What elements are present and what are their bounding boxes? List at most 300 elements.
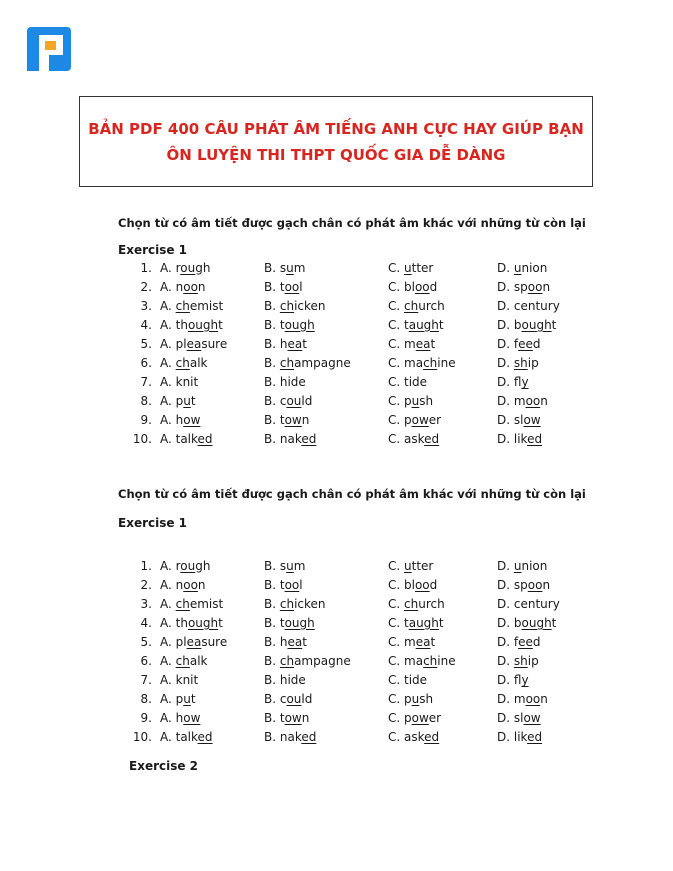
option-text: C. ask	[388, 432, 425, 447]
exercise-2-label: Exercise 2	[129, 758, 199, 773]
option-d	[497, 632, 577, 651]
option-c	[388, 258, 497, 277]
option-c	[388, 334, 497, 353]
option-text: B.	[264, 654, 280, 669]
option-text: C. ask	[388, 730, 425, 745]
instruction-text: Chọn từ có âm tiết được gạch chân có phát âm khác với những từ còn lại	[118, 487, 586, 501]
question-row	[118, 430, 577, 449]
option-a	[160, 613, 264, 632]
option-b	[264, 728, 388, 747]
option-text: C.	[388, 558, 405, 573]
underlined-sound: ea	[186, 336, 202, 351]
underlined-sound: ou	[180, 260, 196, 275]
underlined-sound: ed	[424, 730, 440, 745]
underlined-sound: oo	[527, 577, 543, 592]
option-b	[264, 296, 388, 315]
question-row	[118, 334, 577, 353]
option-text: B. t	[264, 577, 285, 592]
question-row	[118, 632, 577, 651]
option-text: D. fl	[497, 673, 522, 688]
option-text: sure	[201, 336, 228, 351]
underlined-sound: ough	[521, 317, 552, 332]
option-b	[264, 575, 388, 594]
option-b	[264, 594, 388, 613]
option-b	[264, 373, 388, 392]
option-text: B. c	[264, 692, 287, 707]
title-box	[79, 96, 593, 187]
option-a	[160, 690, 264, 709]
underlined-sound: ea	[186, 634, 202, 649]
option-text: A. r	[160, 260, 181, 275]
question-number: 7.	[140, 375, 152, 390]
underlined-sound: ow	[183, 711, 201, 726]
underlined-sound: ow	[411, 413, 429, 428]
question-row	[118, 671, 577, 690]
underlined-sound: oo	[284, 279, 300, 294]
option-text: D.	[497, 558, 514, 573]
underlined-sound: u	[513, 558, 522, 573]
option-text: A. h	[160, 711, 184, 726]
option-c	[388, 613, 497, 632]
option-text: t	[430, 336, 436, 351]
option-text: C. ma	[388, 356, 424, 371]
option-b	[264, 334, 388, 353]
option-text: ine	[437, 356, 456, 371]
option-c	[388, 296, 497, 315]
option-a	[160, 651, 264, 670]
option-text: C. bl	[388, 577, 415, 592]
question-row	[118, 594, 577, 613]
option-text: D. m	[497, 394, 526, 409]
option-d	[497, 594, 577, 613]
underlined-sound: ed	[527, 730, 543, 745]
option-text: C. p	[388, 394, 412, 409]
option-c	[388, 353, 497, 372]
option-text: gh	[195, 260, 211, 275]
option-text: urch	[418, 298, 445, 313]
option-text: A. th	[160, 615, 188, 630]
question-number: 3.	[140, 596, 152, 611]
option-text: B. t	[264, 413, 285, 428]
option-text: l	[299, 279, 303, 294]
option-d	[497, 728, 577, 747]
question-row	[118, 353, 577, 372]
option-a	[160, 728, 264, 747]
question-row	[118, 373, 577, 392]
option-text: m	[293, 558, 306, 573]
question-number: 5.	[140, 336, 152, 351]
option-text: t	[430, 634, 436, 649]
underlined-sound: ee	[518, 336, 533, 351]
option-d	[497, 353, 577, 372]
option-d	[497, 709, 577, 728]
option-text: urch	[418, 596, 445, 611]
option-a	[160, 430, 264, 449]
question-number: 4.	[140, 615, 152, 630]
option-text: t	[551, 317, 557, 332]
underlined-sound: ough	[187, 317, 219, 332]
option-text: t	[438, 615, 444, 630]
option-text: D. f	[497, 336, 519, 351]
option-text: D.	[497, 654, 514, 669]
option-text: D. f	[497, 634, 519, 649]
underlined-sound: ch	[279, 596, 295, 611]
option-text: ld	[301, 692, 313, 707]
question-table	[118, 258, 577, 449]
option-b	[264, 651, 388, 670]
option-c	[388, 277, 497, 296]
option-text: B. t	[264, 615, 285, 630]
question-row	[118, 296, 577, 315]
option-c	[388, 575, 497, 594]
option-a	[160, 411, 264, 430]
instruction-text: Chọn từ có âm tiết được gạch chân có phát âm khác với những từ còn lại	[118, 216, 586, 230]
underlined-sound: augh	[408, 615, 439, 630]
underlined-sound: oo	[183, 279, 198, 294]
option-text: C. p	[388, 413, 412, 428]
question-row	[118, 411, 577, 430]
option-b	[264, 709, 388, 728]
underlined-sound: u	[183, 394, 191, 409]
option-text: C. m	[388, 634, 416, 649]
option-a	[160, 258, 264, 277]
option-c	[388, 671, 497, 690]
question-number: 1.	[140, 260, 152, 275]
option-b	[264, 690, 388, 709]
underlined-sound: sh	[513, 356, 528, 371]
option-text: tter	[411, 260, 434, 275]
question-row	[118, 575, 577, 594]
underlined-sound: u	[404, 260, 412, 275]
option-text: n	[301, 413, 310, 428]
option-text: A. h	[160, 413, 184, 428]
underlined-sound: ed	[197, 432, 213, 447]
title-line-1: BẢN PDF 400 CÂU PHÁT ÂM TIẾNG ANH CỰC HAY GIÚP BẠN	[88, 119, 584, 138]
question-number: 9.	[140, 413, 152, 428]
option-text: D. century	[497, 298, 560, 313]
option-text: A. n	[160, 279, 184, 294]
option-text: C. tide	[388, 673, 428, 688]
exercise-section-2	[118, 487, 588, 773]
option-text: ampagne	[294, 356, 351, 371]
option-d	[497, 575, 577, 594]
option-text: d	[429, 279, 438, 294]
option-text: C.	[388, 260, 405, 275]
option-a	[160, 556, 264, 575]
option-text: B. s	[264, 558, 287, 573]
underlined-sound: u	[404, 558, 412, 573]
option-d	[497, 258, 577, 277]
underlined-sound: y	[521, 673, 529, 688]
option-text: C. t	[388, 317, 409, 332]
underlined-sound: ch	[175, 654, 190, 669]
option-text: n	[542, 577, 551, 592]
option-text: D.	[497, 260, 514, 275]
option-text: A. talk	[160, 730, 198, 745]
underlined-sound: ough	[284, 615, 315, 630]
option-text: t	[438, 317, 444, 332]
underlined-sound: oo	[525, 692, 541, 707]
option-c	[388, 392, 497, 411]
underlined-sound: ough	[187, 615, 219, 630]
option-text: ine	[437, 654, 456, 669]
option-d	[497, 392, 577, 411]
option-d	[497, 373, 577, 392]
underlined-sound: augh	[408, 317, 439, 332]
underlined-sound: u	[513, 260, 522, 275]
option-text: m	[293, 260, 306, 275]
option-text: d	[532, 336, 541, 351]
option-d	[497, 411, 577, 430]
underlined-sound: oo	[284, 577, 300, 592]
option-text: d	[532, 634, 541, 649]
underlined-sound: ch	[423, 654, 438, 669]
option-text: D. sp	[497, 577, 528, 592]
option-text: nion	[521, 558, 548, 573]
option-text: n	[197, 279, 206, 294]
option-text: A.	[160, 356, 176, 371]
question-row	[118, 392, 577, 411]
option-d	[497, 671, 577, 690]
option-text: A.	[160, 596, 176, 611]
option-text: A. talk	[160, 432, 198, 447]
option-text: C. p	[388, 711, 412, 726]
underlined-sound: ed	[527, 432, 543, 447]
option-a	[160, 334, 264, 353]
option-text: D. sl	[497, 711, 524, 726]
exercise-section-1	[118, 216, 588, 449]
option-text: C. tide	[388, 375, 428, 390]
underlined-sound: ou	[286, 692, 302, 707]
underlined-sound: ed	[301, 730, 317, 745]
question-number: 6.	[140, 654, 152, 669]
underlined-sound: ch	[279, 298, 295, 313]
option-text: B. h	[264, 336, 288, 351]
option-a	[160, 671, 264, 690]
option-text: C. bl	[388, 279, 415, 294]
option-text: B. h	[264, 634, 288, 649]
option-text: B. c	[264, 394, 287, 409]
option-text: B. nak	[264, 730, 302, 745]
option-text: t	[302, 634, 307, 649]
question-number: 2.	[140, 577, 152, 592]
underlined-sound: ed	[424, 432, 440, 447]
option-b	[264, 258, 388, 277]
option-text: sure	[201, 634, 228, 649]
option-text: A. knit	[160, 375, 199, 390]
question-number: 8.	[140, 394, 152, 409]
option-text: t	[302, 336, 307, 351]
underlined-sound: ow	[284, 413, 302, 428]
option-text: C. ma	[388, 654, 424, 669]
option-a	[160, 709, 264, 728]
underlined-sound: ou	[286, 394, 302, 409]
option-text: n	[540, 394, 548, 409]
underlined-sound: oo	[527, 279, 543, 294]
option-text: alk	[189, 356, 208, 371]
underlined-sound: ea	[287, 336, 303, 351]
underlined-sound: ch	[175, 356, 190, 371]
option-text: l	[299, 577, 303, 592]
underlined-sound: u	[286, 260, 294, 275]
underlined-sound: sh	[513, 654, 528, 669]
underlined-sound: ch	[279, 654, 295, 669]
option-b	[264, 613, 388, 632]
underlined-sound: ch	[423, 356, 438, 371]
option-text: B. nak	[264, 432, 302, 447]
question-table	[118, 556, 577, 747]
option-d	[497, 334, 577, 353]
option-text: B. t	[264, 279, 285, 294]
option-text: D. b	[497, 615, 522, 630]
underlined-sound: ea	[287, 634, 303, 649]
underlined-sound: ough	[284, 317, 315, 332]
option-text: n	[301, 711, 310, 726]
option-text: C. p	[388, 692, 412, 707]
option-a	[160, 315, 264, 334]
question-number: 7.	[140, 673, 152, 688]
option-text: gh	[195, 558, 211, 573]
option-text: C. t	[388, 615, 409, 630]
option-text: D. lik	[497, 730, 528, 745]
underlined-sound: ow	[183, 413, 201, 428]
question-row	[118, 651, 577, 670]
option-text: D. sp	[497, 279, 528, 294]
underlined-sound: ow	[411, 711, 429, 726]
underlined-sound: ch	[404, 596, 419, 611]
question-number: 5.	[140, 634, 152, 649]
option-text: n	[540, 692, 548, 707]
option-a	[160, 632, 264, 651]
underlined-sound: u	[183, 692, 191, 707]
option-text: B.	[264, 298, 280, 313]
option-d	[497, 556, 577, 575]
option-c	[388, 728, 497, 747]
option-c	[388, 430, 497, 449]
underlined-sound: ow	[523, 711, 541, 726]
option-text: C.	[388, 298, 405, 313]
option-text: D. b	[497, 317, 522, 332]
option-text: A.	[160, 654, 176, 669]
option-c	[388, 690, 497, 709]
option-c	[388, 594, 497, 613]
option-b	[264, 315, 388, 334]
option-c	[388, 373, 497, 392]
underlined-sound: ed	[197, 730, 213, 745]
option-c	[388, 651, 497, 670]
option-text: n	[197, 577, 206, 592]
option-text: B.	[264, 356, 280, 371]
option-d	[497, 690, 577, 709]
option-text: icken	[294, 596, 326, 611]
exercise-label: Exercise 1	[118, 516, 188, 530]
underlined-sound: ea	[415, 634, 431, 649]
option-text: D. sl	[497, 413, 524, 428]
option-b	[264, 632, 388, 651]
option-text: B. t	[264, 711, 285, 726]
option-b	[264, 392, 388, 411]
exercise-label: Exercise 1	[118, 243, 188, 257]
option-text: n	[542, 279, 551, 294]
question-number: 4.	[140, 317, 152, 332]
underlined-sound: u	[286, 558, 294, 573]
underlined-sound: ow	[523, 413, 541, 428]
underlined-sound: ch	[404, 298, 419, 313]
option-text: B. t	[264, 317, 285, 332]
question-row	[118, 709, 577, 728]
question-row	[118, 690, 577, 709]
underlined-sound: ough	[521, 615, 552, 630]
question-row	[118, 556, 577, 575]
option-d	[497, 277, 577, 296]
option-text: D. fl	[497, 375, 522, 390]
option-c	[388, 632, 497, 651]
option-text: t	[551, 615, 557, 630]
option-text: ld	[301, 394, 313, 409]
option-text: A. pl	[160, 634, 187, 649]
option-a	[160, 296, 264, 315]
question-row	[118, 258, 577, 277]
underlined-sound: u	[411, 692, 420, 707]
option-text: sh	[419, 692, 434, 707]
question-number: 10.	[132, 432, 152, 447]
option-a	[160, 575, 264, 594]
option-text: sh	[419, 394, 434, 409]
option-text: D. century	[497, 596, 560, 611]
underlined-sound: oo	[525, 394, 541, 409]
question-row	[118, 277, 577, 296]
option-text: A. r	[160, 558, 181, 573]
underlined-sound: ch	[175, 596, 190, 611]
underlined-sound: ee	[518, 634, 533, 649]
option-text: A. n	[160, 577, 184, 592]
option-c	[388, 709, 497, 728]
option-text: D. lik	[497, 432, 528, 447]
option-text: A. th	[160, 317, 188, 332]
option-text: d	[429, 577, 438, 592]
question-number: 8.	[140, 692, 152, 707]
option-text: alk	[189, 654, 208, 669]
option-text: A.	[160, 298, 176, 313]
option-b	[264, 411, 388, 430]
question-number: 3.	[140, 298, 152, 313]
option-text: A. p	[160, 394, 184, 409]
option-a	[160, 594, 264, 613]
underlined-sound: u	[411, 394, 420, 409]
underlined-sound: ch	[279, 356, 295, 371]
option-d	[497, 651, 577, 670]
question-number: 2.	[140, 279, 152, 294]
option-text: A. knit	[160, 673, 199, 688]
option-b	[264, 430, 388, 449]
option-text: B. hide	[264, 375, 306, 390]
option-text: D. m	[497, 692, 526, 707]
underlined-sound: ea	[415, 336, 431, 351]
option-text: t	[190, 692, 196, 707]
option-text: ampagne	[294, 654, 351, 669]
option-c	[388, 315, 497, 334]
option-b	[264, 353, 388, 372]
option-b	[264, 277, 388, 296]
option-c	[388, 556, 497, 575]
underlined-sound: ed	[301, 432, 317, 447]
question-row	[118, 315, 577, 334]
option-text: B.	[264, 596, 280, 611]
underlined-sound: oo	[414, 279, 430, 294]
option-text: C. m	[388, 336, 416, 351]
option-text: nion	[521, 260, 548, 275]
option-b	[264, 671, 388, 690]
